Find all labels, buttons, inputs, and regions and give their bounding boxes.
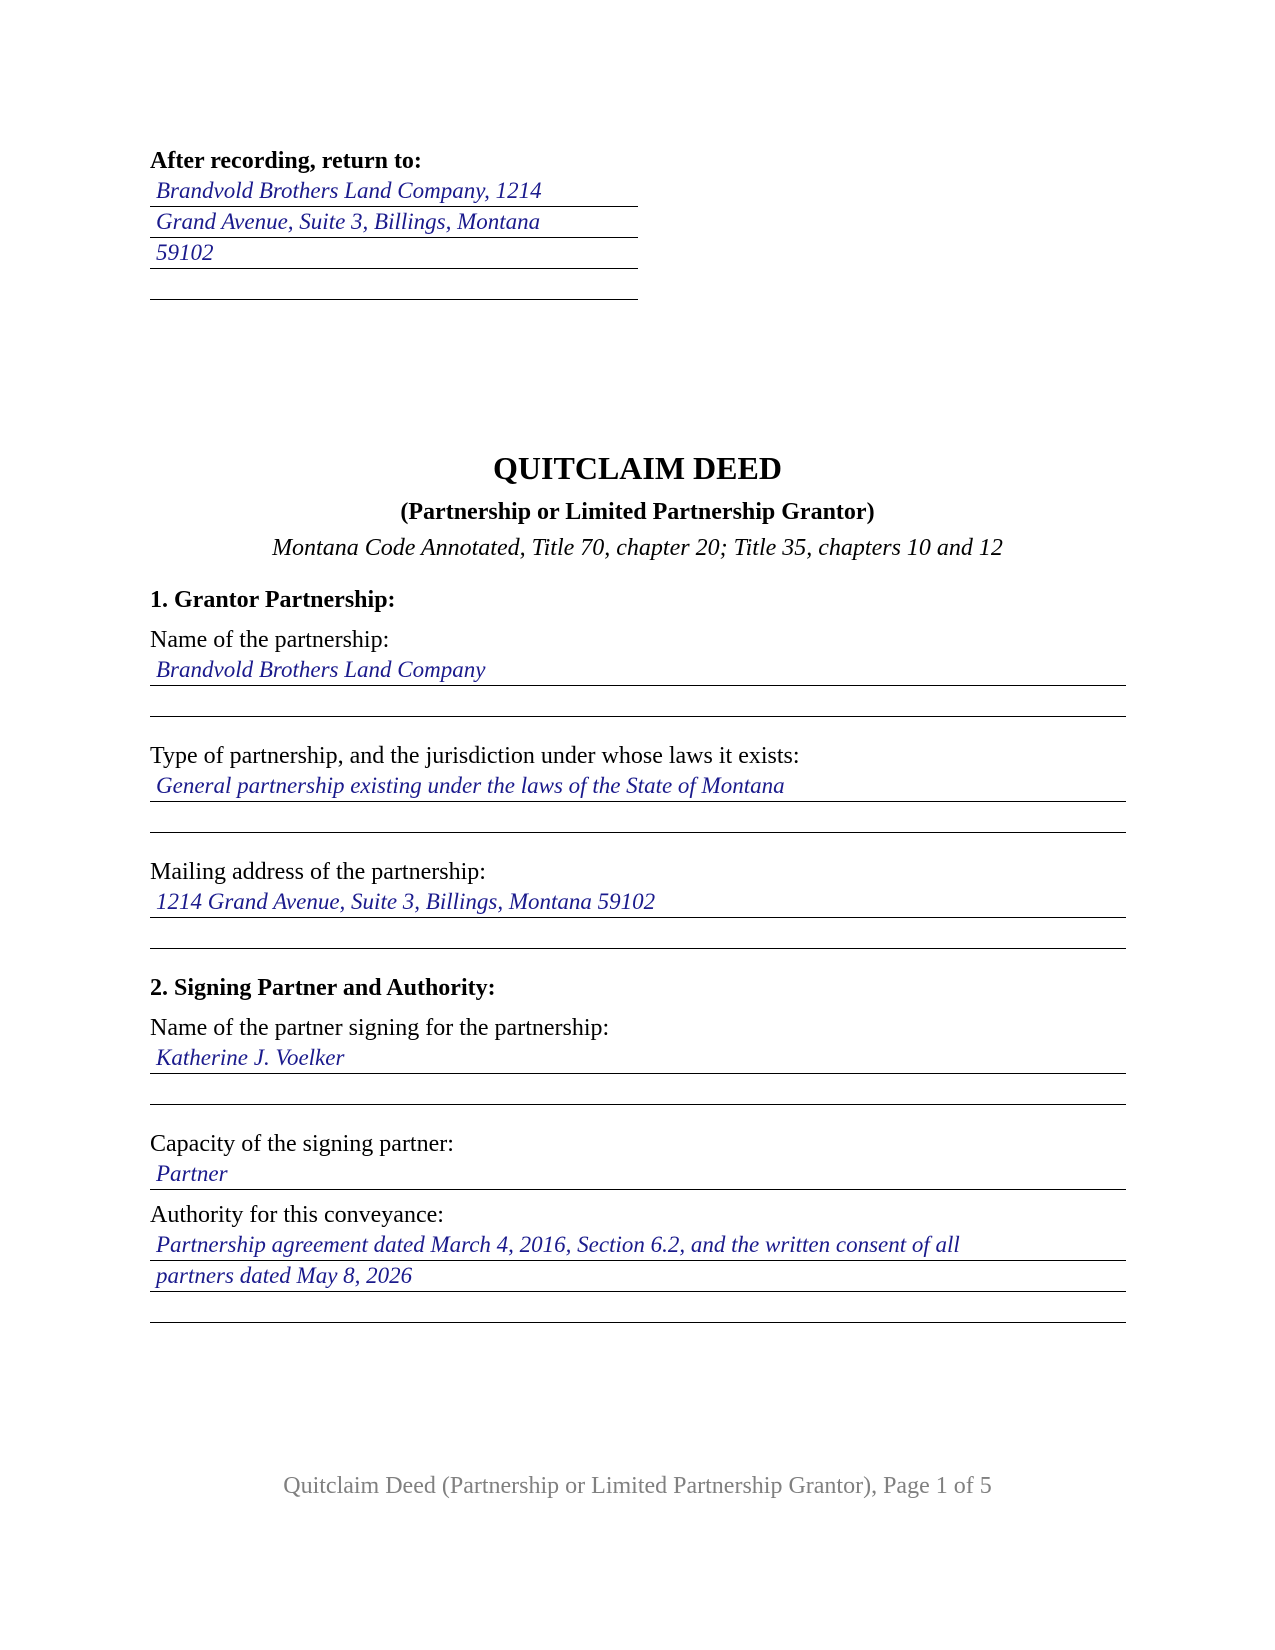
section-1-heading: 1. Grantor Partnership:: [150, 587, 396, 613]
return-address-line-1[interactable]: Brandvold Brothers Land Company, 1214: [150, 176, 638, 207]
authority-field[interactable]: Partnership agreement dated March 4, 2016, Section 6.2, and the written consent of all: [150, 1230, 1126, 1261]
statute-citation: Montana Code Annotated, Title 70, chapter 20; Title 35, chapters 10 and 12: [272, 535, 1003, 561]
document-header: [0, 450, 1275, 563]
authority-field-line-2[interactable]: partners dated May 8, 2026: [150, 1261, 1126, 1292]
page-footer: Quitclaim Deed (Partnership or Limited Partnership Grantor), Page 1 of 5: [283, 1473, 992, 1499]
partnership-address-label: Mailing address of the partnership:: [150, 859, 486, 885]
partner-capacity-field[interactable]: Partner: [150, 1159, 1126, 1190]
signing-partner-field[interactable]: Katherine J. Voelker: [150, 1043, 1126, 1074]
partnership-type-label: Type of partnership, and the jurisdiction under whose laws it exists:: [150, 743, 800, 769]
document-subtitle: (Partnership or Limited Partnership Grantor): [400, 499, 875, 525]
partnership-name-field-line-2[interactable]: [150, 686, 1126, 717]
return-address-label: After recording, return to:: [150, 148, 422, 174]
signing-partner-field-line-2[interactable]: [150, 1074, 1126, 1105]
partnership-name-field[interactable]: Brandvold Brothers Land Company: [150, 655, 1126, 686]
return-address-block: [150, 146, 638, 300]
partnership-address-field-line-2[interactable]: [150, 918, 1126, 949]
return-address-line-2[interactable]: Grand Avenue, Suite 3, Billings, Montana: [150, 207, 638, 238]
signing-partner-label: Name of the partner signing for the partnership:: [150, 1015, 610, 1041]
partnership-type-field[interactable]: General partnership existing under the laws of the State of Montana: [150, 771, 1126, 802]
partnership-address-field[interactable]: 1214 Grand Avenue, Suite 3, Billings, Montana 59102: [150, 887, 1126, 918]
section-2-heading: 2. Signing Partner and Authority:: [150, 975, 496, 1001]
partnership-name-label: Name of the partnership:: [150, 627, 390, 653]
return-address-line-4[interactable]: [150, 269, 638, 300]
authority-label: Authority for this conveyance:: [150, 1202, 444, 1228]
authority-field-line-3[interactable]: [150, 1292, 1126, 1323]
partnership-type-field-line-2[interactable]: [150, 802, 1126, 833]
return-address-line-3[interactable]: 59102: [150, 238, 638, 269]
partner-capacity-label: Capacity of the signing partner:: [150, 1131, 454, 1157]
deed-body: [150, 585, 1126, 1323]
document-title: QUITCLAIM DEED: [493, 450, 782, 486]
